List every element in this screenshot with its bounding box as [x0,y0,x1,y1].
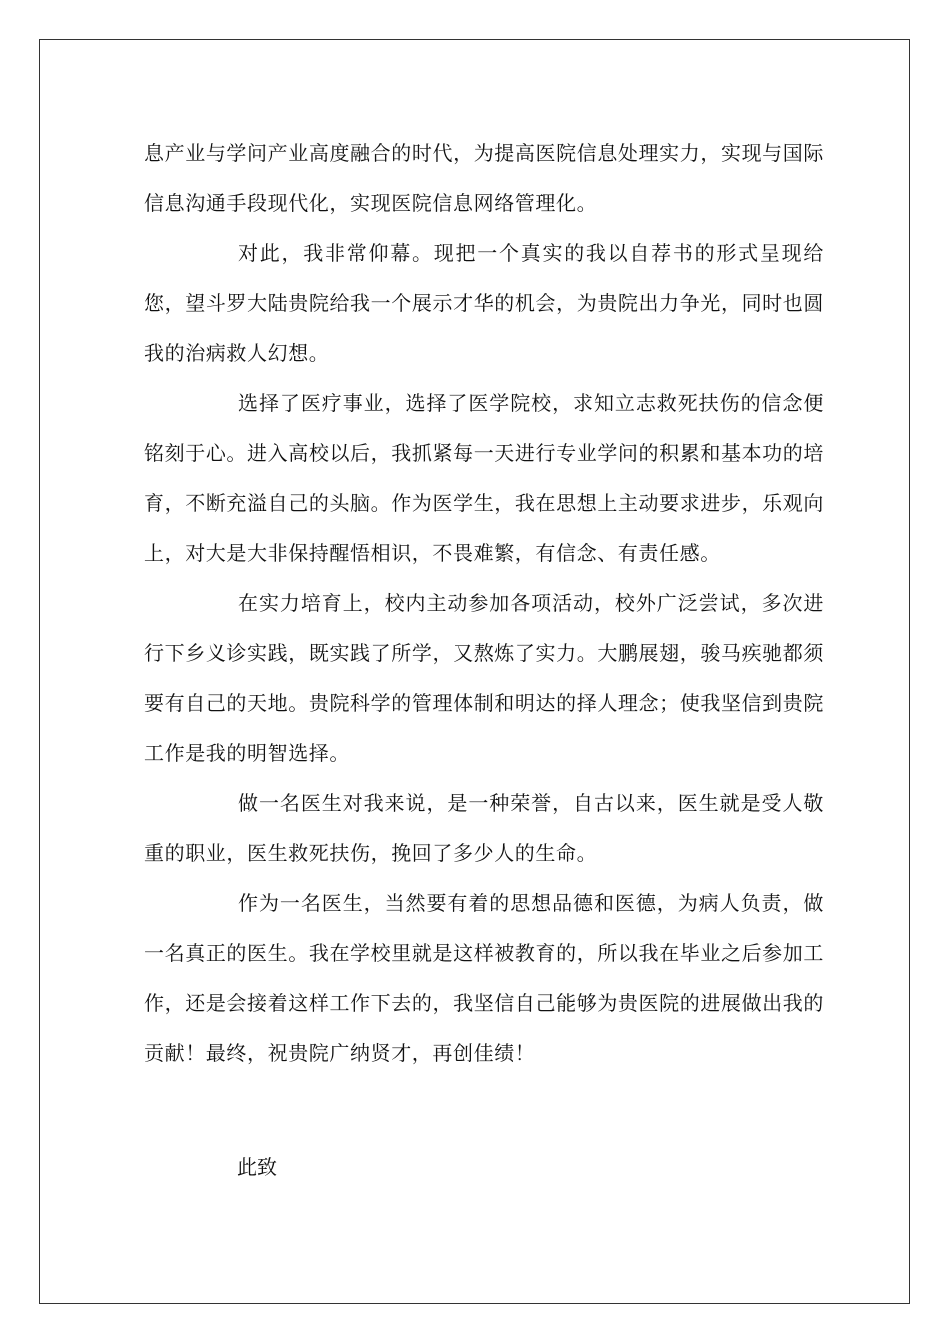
paragraph-1: 息产业与学问产业高度融合的时代，为提高医院信息处理实力，实现与国际信息沟通手段现代化，实现医院信息网络管理化。 [144,141,824,215]
paragraph-3: 选择了医疗事业，选择了医学院校，求知立志救死扶伤的信念便铭刻于心。进入高校以后，我抓紧每一天进行专业学问的积累和基本功的培育，不断充溢自己的头脑。作为医学生，我在思想上主动要求进步，乐观向上，对大是大非保持醒悟相识，不畏难繁，有信念、有责任感。 [144,391,824,565]
closing-salutation: 此致 [237,1155,277,1179]
paragraph-2: 对此，我非常仰幕。现把一个真实的我以自荐书的形式呈现给您，望斗罗大陆贵院给我一个展示才华的机会，为贵院出力争光，同时也圆我的治病救人幻想。 [144,241,824,365]
paragraph-4: 在实力培育上，校内主动参加各项活动，校外广泛尝试，多次进行下乡义诊实践，既实践了所学，又熬炼了实力。大鹏展翅，骏马疾驰都须要有自己的天地。贵院科学的管理体制和明达的择人理念；使我坚信到贵院工作是我的明智选择。 [144,591,824,765]
letter-body [144,128,824,1078]
paragraph-6: 作为一名医生，当然要有着的思想品德和医德，为病人负责，做一名真正的医生。我在学校里就是这样被教育的，所以我在毕业之后参加工作，还是会接着这样工作下去的，我坚信自己能够为贵医院的进展做出我的贡献！最终，祝贵院广纳贤才，再创佳绩！ [144,891,824,1065]
paragraph-5: 做一名医生对我来说，是一种荣誉，自古以来，医生就是受人敬重的职业，医生救死扶伤，挽回了多少人的生命。 [144,791,824,865]
